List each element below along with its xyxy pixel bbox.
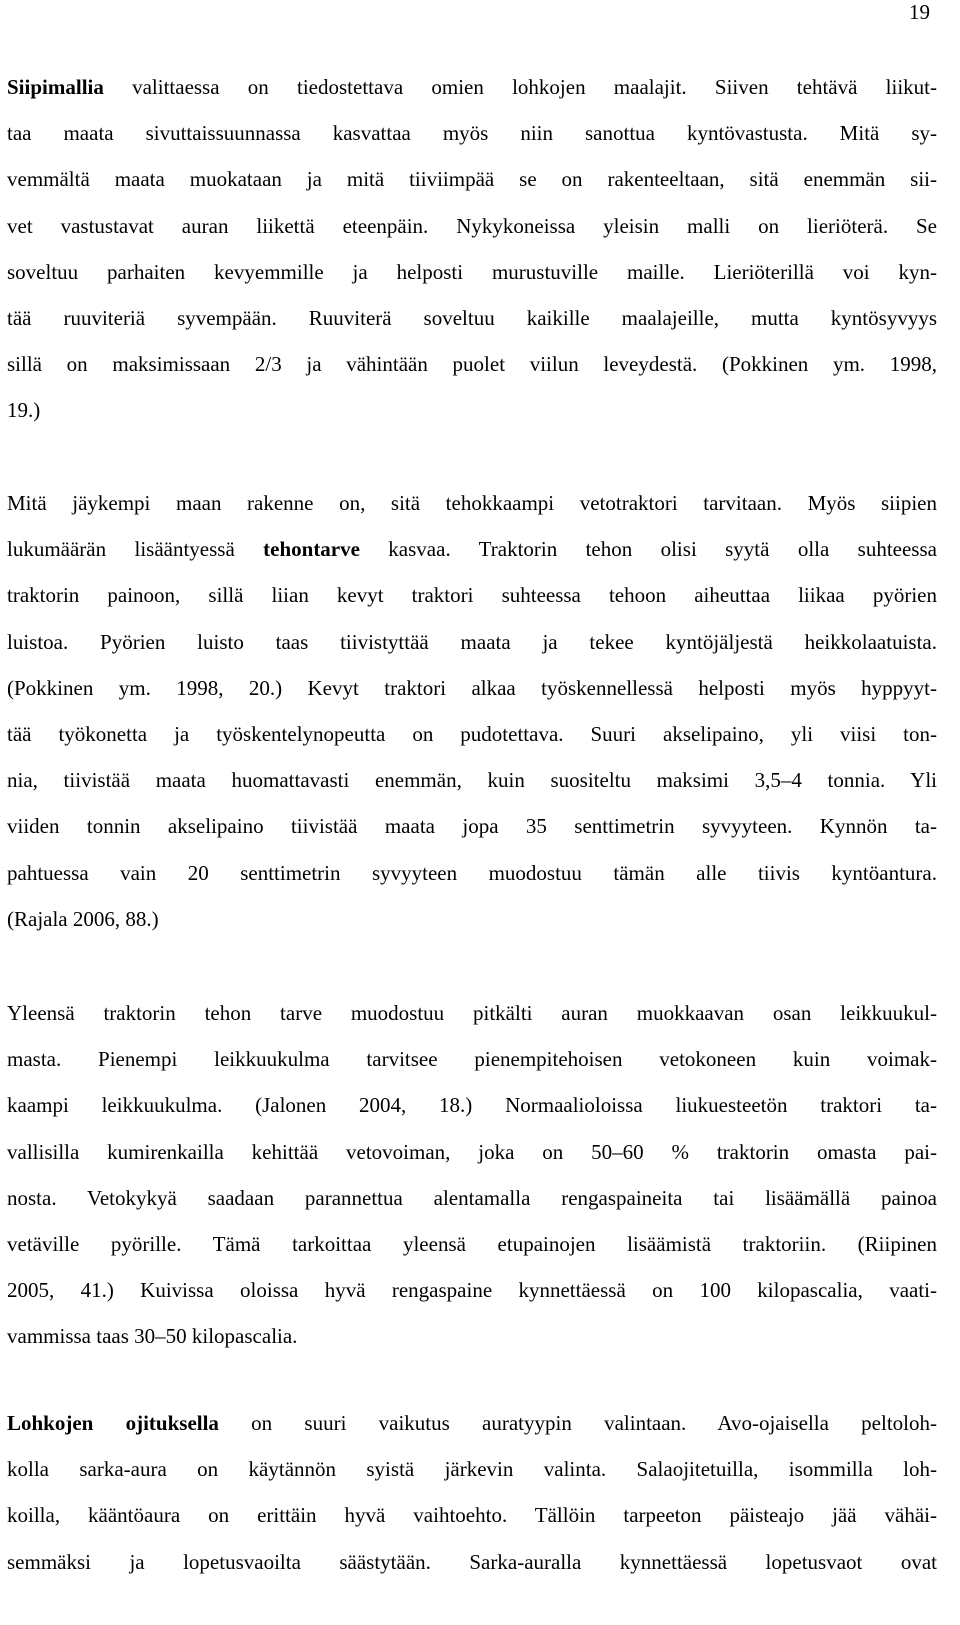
text-line	[7, 110, 937, 156]
text-line	[7, 341, 937, 387]
text-line	[7, 1036, 937, 1082]
text-line	[7, 1221, 937, 1267]
text-segment: on suuri vaikutus auratyypin valintaan. Avo-ojaisella peltoloh-	[218, 1411, 937, 1435]
paragraph-tehontarve	[7, 480, 937, 942]
text-line	[7, 572, 937, 618]
text-segment: kasvaa. Traktorin tehon olisi syytä olla suhteessa	[359, 537, 937, 562]
text-line	[7, 1313, 937, 1359]
bold-term: tehontarve	[263, 537, 360, 562]
text-segment: (Rajala 2006, 88.)	[7, 906, 159, 931]
text-line	[7, 203, 937, 249]
paragraph-siipimalli	[7, 64, 937, 434]
text-line	[7, 1082, 937, 1128]
bold-term: Lohkojen ojituksella	[7, 1411, 219, 1435]
text-segment: pahtuessa vain 20 senttimetrin syvyyteen muodostuu tämän alle tiivis kyntöantura.	[7, 860, 937, 885]
text-line	[7, 249, 937, 295]
text-segment: Yleensä traktorin tehon tarve muodostuu pitkälti auran muokkaavan osan leikkuukul-	[7, 1001, 937, 1025]
text-line	[7, 850, 937, 896]
text-segment: viiden tonnin akselipaino tiivistää maata jopa 35 senttimetrin syvyyteen. Kynnön ta-	[7, 814, 937, 839]
text-line	[7, 1267, 937, 1313]
text-line	[7, 1539, 937, 1585]
text-line	[7, 1492, 937, 1538]
text-segment: valittaessa on tiedostettava omien lohkojen maalajit. Siiven tehtävä liikut-	[103, 75, 937, 99]
text-segment: tää työkonetta ja työskentelynopeutta on pudotettava. Suuri akselipaino, yli viisi ton-	[7, 721, 937, 746]
paragraph-lohkojen-ojitus	[7, 1400, 937, 1585]
text-line	[7, 803, 937, 849]
text-segment: vemmältä maata muokataan ja mitä tiiviimpää se on rakenteeltaan, sitä enemmän sii-	[7, 167, 937, 192]
paragraph-tehon-tarve-leikkuukulma	[7, 990, 937, 1360]
text-line	[7, 526, 937, 572]
text-line	[7, 665, 937, 711]
text-segment: nosta. Vetokykyä saadaan parannettua alentamalla rengaspaineita tai lisäämällä painoa	[7, 1185, 937, 1210]
text-segment: (Pokkinen ym. 1998, 20.) Kevyt traktori alkaa työskennellessä helposti myös hyppyyt-	[7, 675, 937, 700]
text-segment: lukumäärän lisääntyessä	[7, 537, 264, 562]
text-segment: kolla sarka-aura on käytännön syistä järkevin valinta. Salaojitetuilla, isommilla loh-	[7, 1457, 937, 1482]
text-segment: masta. Pienempi leikkuukulma tarvitsee pienempitehoisen vetokoneen kuin voimak-	[7, 1047, 937, 1072]
text-segment: traktorin painoon, sillä liian kevyt traktori suhteessa tehoon aiheuttaa liikaa pyörien	[7, 583, 937, 608]
text-segment: 19.)	[7, 398, 41, 423]
text-line	[7, 387, 937, 433]
text-line	[7, 1400, 937, 1446]
text-segment: vetäville pyörille. Tämä tarkoittaa yleensä etupainojen lisäämistä traktoriin. (Riipinen	[7, 1231, 937, 1256]
text-segment: soveltuu parhaiten kevyemmille ja helposti murustuville maille. Lieriöterillä voi kyn-	[7, 259, 937, 284]
text-line	[7, 1446, 937, 1492]
text-segment: kaampi leikkuukulma. (Jalonen 2004, 18.) Normaalioloissa liukuesteetön traktori ta-	[7, 1093, 937, 1118]
text-segment: taa maata sivuttaissuunnassa kasvattaa myös niin sanottua kyntövastusta. Mitä sy-	[7, 121, 937, 146]
text-segment: luistoa. Pyörien luisto taas tiivistyttää maata ja tekee kyntöjäljestä heikkolaatuista.	[7, 629, 937, 654]
text-line	[7, 990, 937, 1036]
text-segment: Mitä jäykempi maan rakenne on, sitä tehokkaampi vetotraktori tarvitaan. Myös siipien	[7, 491, 937, 515]
text-segment: vallisilla kumirenkailla kehittää vetovoiman, joka on 50–60 % traktorin omasta pai-	[7, 1139, 937, 1164]
text-segment: semmäksi ja lopetusvaoilta säästytään. Sarka-auralla kynnettäessä lopetusvaot ovat	[7, 1549, 937, 1574]
text-segment: vet vastustavat auran liikettä eteenpäin. Nykykoneissa yleisin malli on lieriöterä. Se	[7, 213, 937, 238]
text-line	[7, 711, 937, 757]
text-line	[7, 156, 937, 202]
text-line	[7, 757, 937, 803]
text-segment: koilla, kääntöaura on erittäin hyvä vaihtoehto. Tällöin tarpeeton päisteajo jää vähäi-	[7, 1503, 937, 1528]
bold-term: Siipimallia	[7, 75, 104, 99]
text-line	[7, 64, 937, 110]
text-segment: nia, tiivistää maata huomattavasti enemmän, kuin suositeltu maksimi 3,5–4 tonnia. Yli	[7, 768, 937, 793]
text-segment: vammissa taas 30–50 kilopascalia.	[7, 1324, 298, 1349]
text-line	[7, 1129, 937, 1175]
text-line	[7, 619, 937, 665]
text-segment: sillä on maksimissaan 2/3 ja vähintään puolet viilun leveydestä. (Pokkinen ym. 1998,	[7, 352, 937, 377]
text-line	[7, 896, 937, 942]
text-line	[7, 480, 937, 526]
text-segment: tää ruuviteriä syvempään. Ruuviterä soveltuu kaikille maalajeille, mutta kyntösyvyys	[7, 305, 937, 330]
page-number: 19	[909, 0, 930, 24]
text-line	[7, 295, 937, 341]
text-line	[7, 1175, 937, 1221]
text-segment: 2005, 41.) Kuivissa oloissa hyvä rengaspaine kynnettäessä on 100 kilopascalia, vaati-	[7, 1278, 937, 1303]
